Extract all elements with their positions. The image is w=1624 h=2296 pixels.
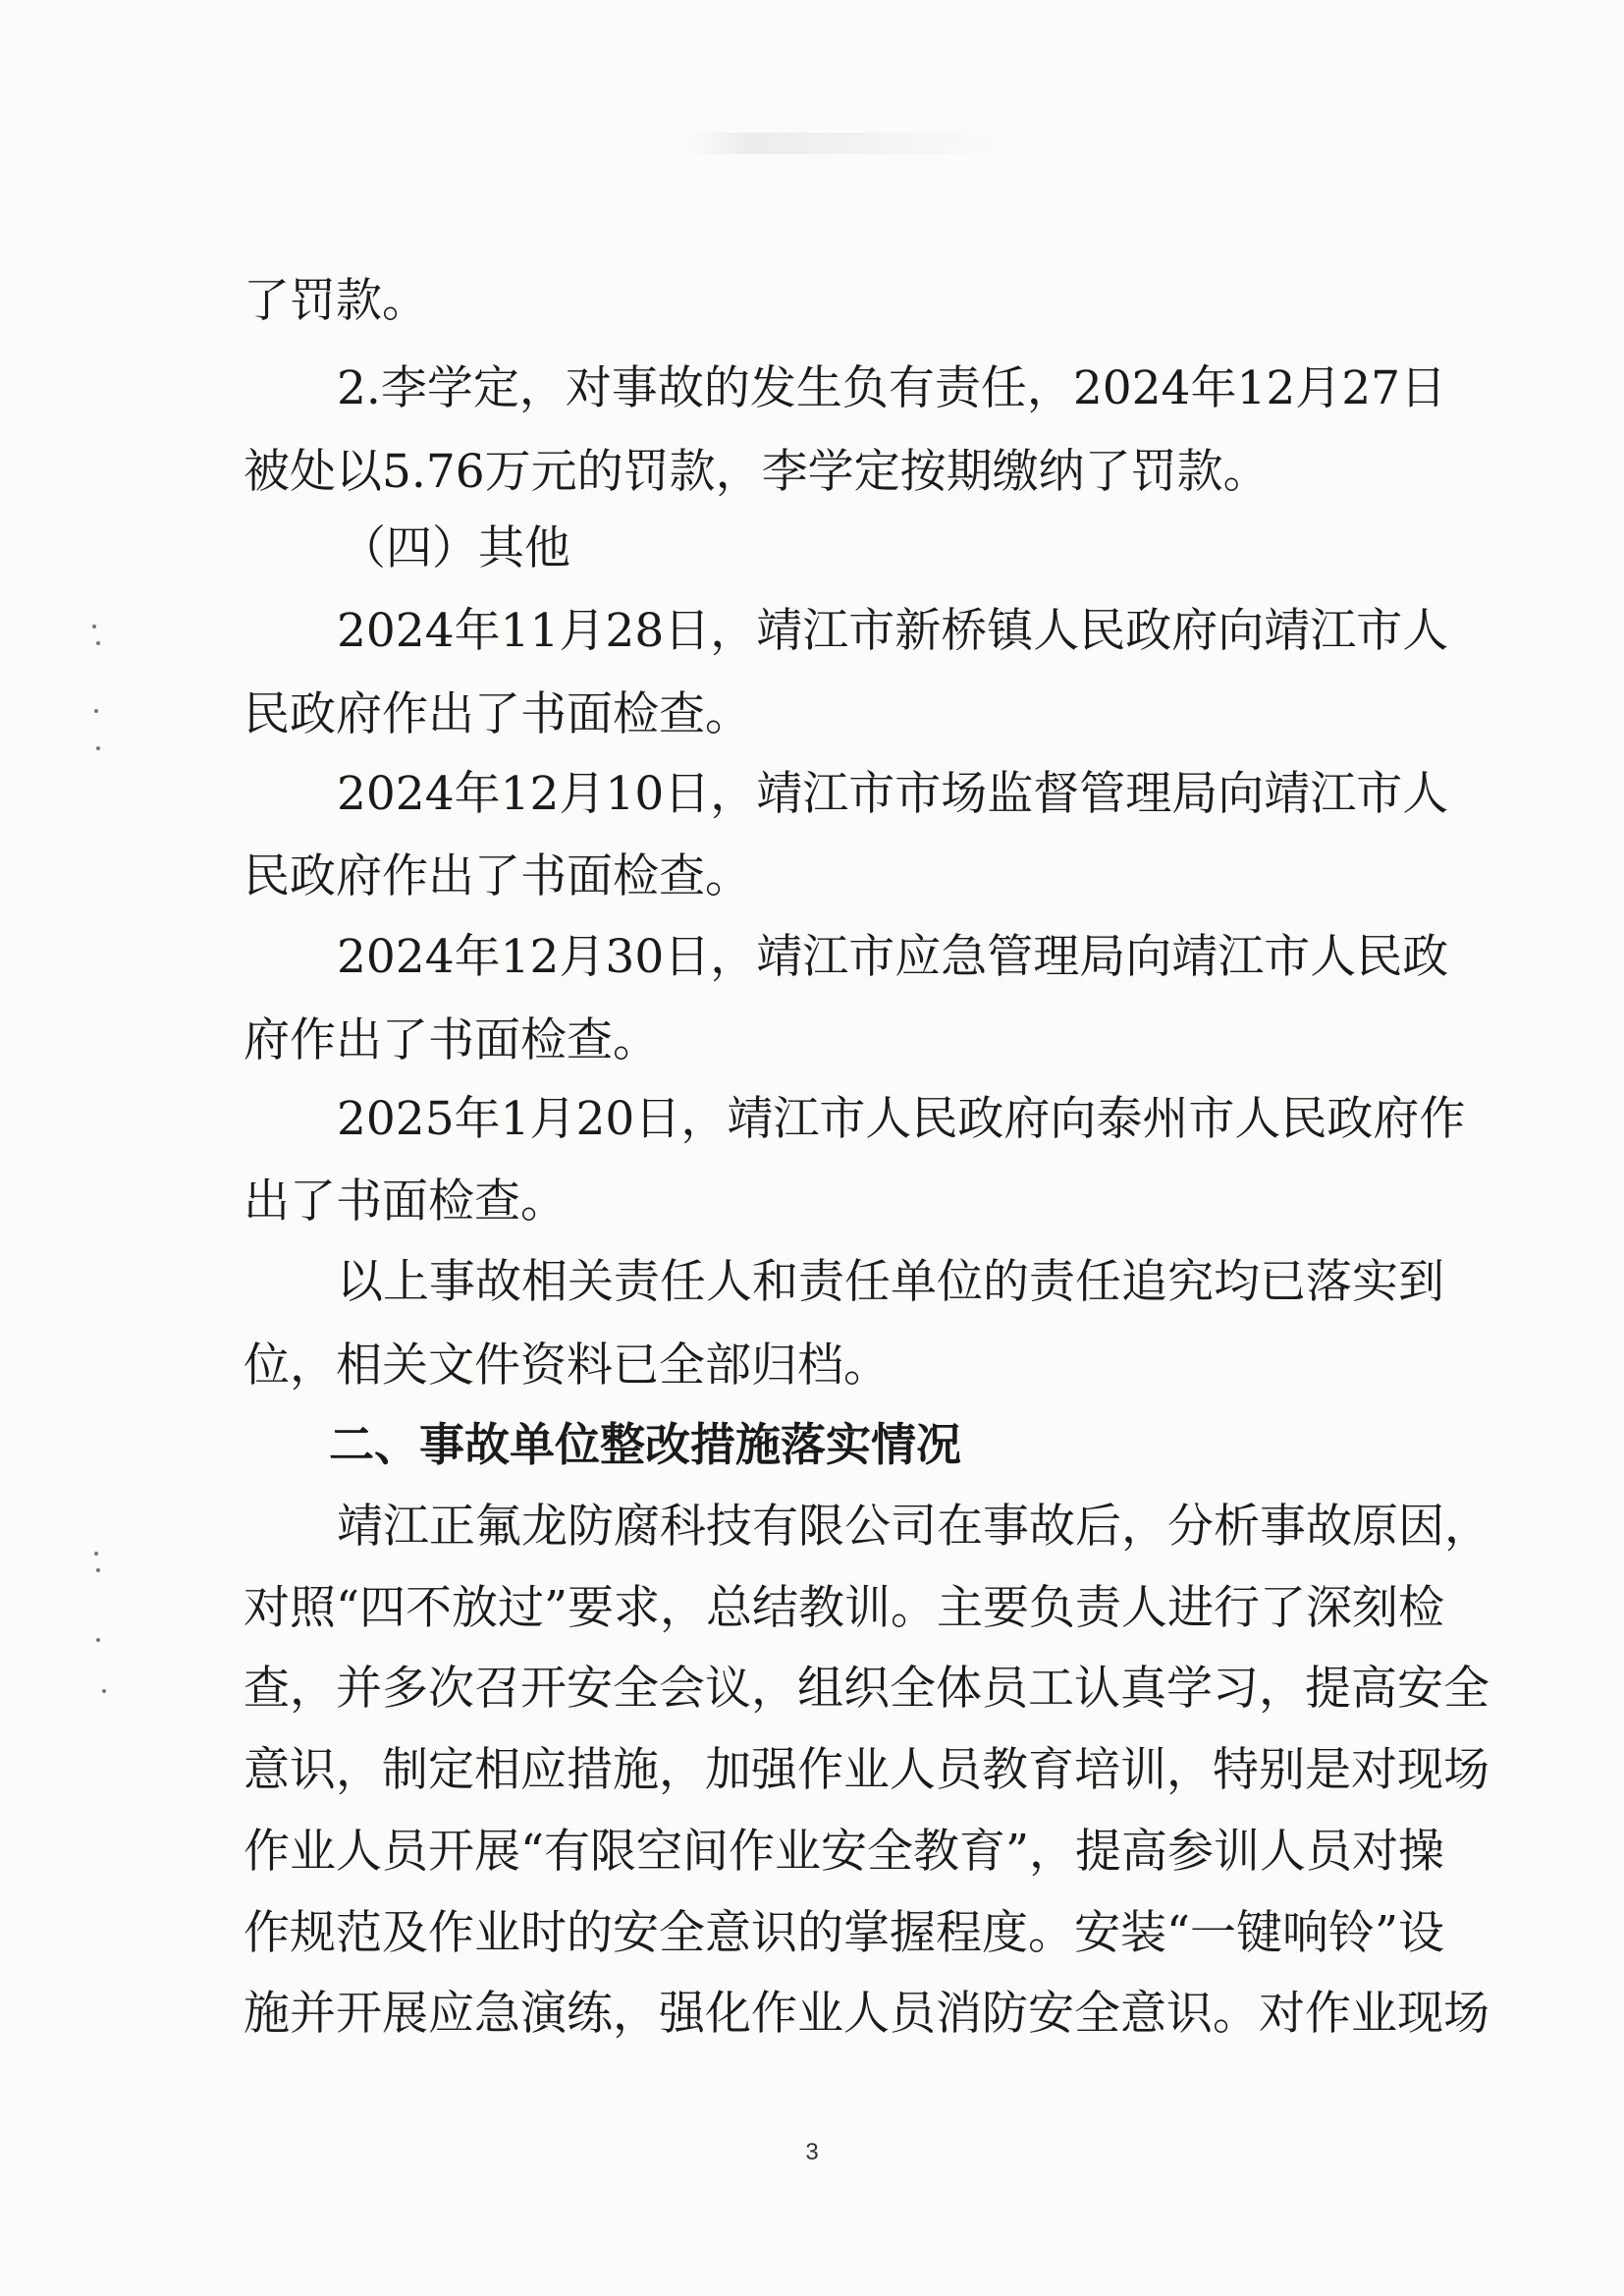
paragraph-line: 2024年11月28日，靖江市新桥镇人民政府向靖江市人 bbox=[337, 604, 1449, 658]
scan-mark bbox=[94, 709, 98, 713]
paragraph-line: 出了书面检查。 bbox=[244, 1175, 567, 1229]
scan-mark bbox=[96, 746, 100, 750]
paragraph-line: 了罚款。 bbox=[244, 274, 428, 328]
paragraph-line: 位，相关文件资料已全部归档。 bbox=[244, 1339, 890, 1393]
paragraph-line: 作规范及作业时的安全意识的掌握程度。安装“一键响铃”设 bbox=[244, 1906, 1445, 1960]
scan-mark bbox=[96, 641, 100, 645]
section-subheading: （四）其他 bbox=[340, 521, 570, 575]
paragraph-line: 以上事故相关责任人和责任单位的责任追究均已落实到 bbox=[337, 1255, 1444, 1309]
paragraph-line: 2.李学定，对事故的发生负有责任，2024年12月27日 bbox=[337, 361, 1447, 415]
section-heading: 二、事故单位整改措施落实情况 bbox=[329, 1418, 961, 1471]
paragraph-line: 2024年12月30日，靖江市应急管理局向靖江市人民政 bbox=[337, 930, 1449, 984]
paragraph-line: 被处以5.76万元的罚款，李学定按期缴纳了罚款。 bbox=[244, 445, 1270, 499]
paragraph-line: 作业人员开展“有限空间作业安全教育”，提高参训人员对操 bbox=[244, 1825, 1445, 1879]
paragraph-line: 2024年12月10日，靖江市市场监督管理局向靖江市人 bbox=[337, 767, 1449, 821]
paragraph-line: 查，并多次召开安全会议，组织全体员工认真学习，提高安全 bbox=[244, 1662, 1489, 1716]
paragraph-line: 靖江正氟龙防腐科技有限公司在事故后，分析事故原因， bbox=[337, 1500, 1490, 1554]
scan-mark bbox=[92, 625, 96, 629]
scan-mark bbox=[96, 1638, 100, 1642]
page-number: 3 bbox=[805, 2139, 819, 2165]
paragraph-line: 民政府作出了书面检查。 bbox=[244, 849, 751, 903]
paragraph-line: 意识，制定相应措施，加强作业人员教育培训，特别是对现场 bbox=[244, 1743, 1489, 1797]
paragraph-line: 府作出了书面检查。 bbox=[244, 1013, 659, 1067]
scan-bleed-through bbox=[687, 133, 1001, 154]
scan-mark bbox=[96, 1568, 100, 1572]
paragraph-line: 2025年1月20日，靖江市人民政府向泰州市人民政府作 bbox=[337, 1092, 1466, 1146]
scan-mark bbox=[102, 1689, 106, 1693]
paragraph-line: 民政府作出了书面检查。 bbox=[244, 687, 751, 741]
paragraph-line: 施并开展应急演练，强化作业人员消防安全意识。对作业现场 bbox=[244, 1987, 1489, 2041]
paragraph-line: 对照“四不放过”要求，总结教训。主要负责人进行了深刻检 bbox=[244, 1581, 1445, 1635]
scan-mark bbox=[94, 1552, 98, 1556]
